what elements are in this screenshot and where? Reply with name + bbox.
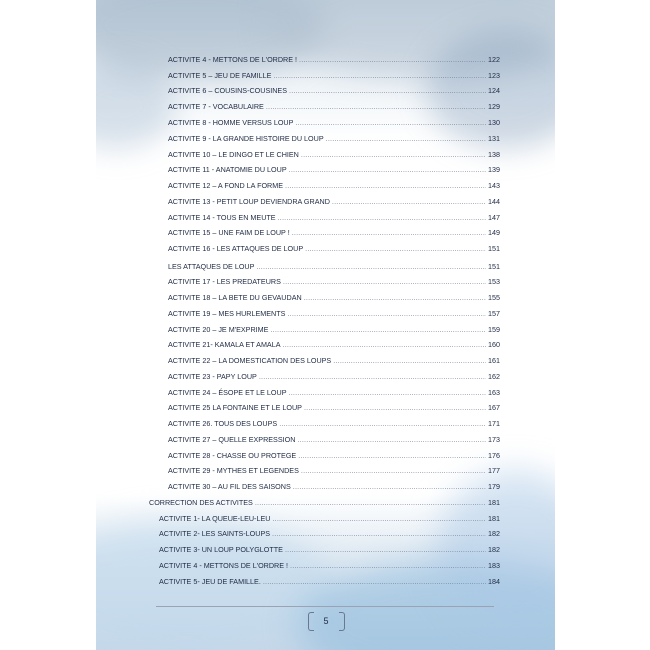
- toc-entry-page: 163: [488, 388, 500, 397]
- toc-entry-page: 122: [488, 55, 500, 64]
- toc-leader-dots: [304, 293, 486, 303]
- toc-entry[interactable]: [168, 55, 500, 65]
- toc-entry-label: ACTIVITE 29 - MYTHES ET LEGENDES: [168, 466, 299, 475]
- toc-leader-dots: [301, 150, 486, 160]
- toc-entry-label: ACTIVITE 17 - LES PREDATEURS: [168, 277, 281, 286]
- toc-leader-dots: [285, 181, 486, 191]
- toc-leader-dots: [289, 86, 486, 96]
- toc-leader-dots: [289, 388, 486, 398]
- toc-leader-dots: [287, 309, 486, 319]
- toc-leader-dots: [292, 228, 486, 238]
- toc-entry-label: ACTIVITE 5- JEU DE FAMILLE.: [159, 577, 261, 586]
- toc-entry-page: 160: [488, 340, 500, 349]
- toc-entry[interactable]: [168, 134, 500, 144]
- toc-entry[interactable]: [168, 165, 500, 175]
- toc-entry-label: CORRECTION DES ACTIVITES: [149, 498, 253, 507]
- toc-entry-page: 130: [488, 118, 500, 127]
- toc-entry-page: 183: [488, 561, 500, 570]
- toc-entry-label: ACTIVITE 26. TOUS DES LOUPS: [168, 419, 278, 428]
- toc-leader-dots: [297, 435, 486, 445]
- toc-entry[interactable]: [168, 356, 500, 366]
- toc-entry-page: 149: [488, 228, 500, 237]
- toc-entry-page: 173: [488, 435, 500, 444]
- toc-entry[interactable]: [159, 561, 500, 571]
- toc-leader-dots: [293, 482, 486, 492]
- toc-entry-page: 159: [488, 325, 500, 334]
- toc-entry[interactable]: [168, 309, 500, 319]
- toc-entry-page: 151: [488, 262, 500, 271]
- toc-entry[interactable]: [168, 262, 500, 272]
- toc-entry[interactable]: [168, 451, 500, 461]
- toc-entry-page: 129: [488, 102, 500, 111]
- toc-entry-label: LES ATTAQUES DE LOUP: [168, 262, 255, 271]
- toc-entry-label: ACTIVITE 19 – MES HURLEMENTS: [168, 309, 286, 318]
- table-of-contents: [96, 0, 555, 650]
- toc-entry-page: 181: [488, 514, 500, 523]
- toc-entry-label: ACTIVITE 1- LA QUEUE-LEU-LEU: [159, 514, 271, 523]
- toc-entry-page: 123: [488, 71, 500, 80]
- toc-leader-dots: [266, 102, 486, 112]
- toc-leader-dots: [285, 545, 486, 555]
- toc-entry-page: 155: [488, 293, 500, 302]
- toc-entry-page: 124: [488, 86, 500, 95]
- document-page: [96, 0, 555, 650]
- toc-leader-dots: [273, 71, 486, 81]
- toc-entry[interactable]: [159, 545, 500, 555]
- toc-entry-label: ACTIVITE 16 - LES ATTAQUES DE LOUP: [168, 244, 304, 253]
- toc-entry[interactable]: [168, 71, 500, 81]
- toc-entry[interactable]: [168, 325, 500, 335]
- toc-entry[interactable]: [168, 419, 500, 429]
- toc-entry-page: 131: [488, 134, 500, 143]
- toc-entry[interactable]: [168, 213, 500, 223]
- toc-entry-label: ACTIVITE 22 – LA DOMESTICATION DES LOUPS: [168, 356, 332, 365]
- toc-entry[interactable]: [168, 435, 500, 445]
- toc-entry[interactable]: [168, 86, 500, 96]
- toc-entry-label: ACTIVITE 11 - ANATOMIE DU LOUP: [168, 165, 287, 174]
- toc-entry-page: 167: [488, 403, 500, 412]
- toc-leader-dots: [301, 466, 486, 476]
- toc-leader-dots: [283, 277, 486, 287]
- toc-leader-dots: [278, 213, 486, 223]
- toc-entry-label: ACTIVITE 27 – QUELLE EXPRESSION: [168, 435, 296, 444]
- toc-entry-label: ACTIVITE 9 - LA GRANDE HISTOIRE DU LOUP: [168, 134, 324, 143]
- toc-leader-dots: [295, 118, 486, 128]
- toc-entry[interactable]: [168, 388, 500, 398]
- toc-entry-label: ACTIVITE 23 - PAPY LOUP: [168, 372, 257, 381]
- toc-entry-page: 184: [488, 577, 500, 586]
- toc-leader-dots: [279, 419, 486, 429]
- toc-leader-dots: [255, 498, 486, 508]
- toc-leader-dots: [298, 451, 486, 461]
- toc-entry[interactable]: [168, 197, 500, 207]
- toc-entry-label: ACTIVITE 5 – JEU DE FAMILLE: [168, 71, 272, 80]
- toc-entry[interactable]: [168, 102, 500, 112]
- toc-entry-label: ACTIVITE 15 – UNE FAIM DE LOUP !: [168, 228, 290, 237]
- toc-entry-label: ACTIVITE 6 – COUSINS-COUSINES: [168, 86, 288, 95]
- toc-leader-dots: [272, 514, 486, 524]
- toc-entry-label: ACTIVITE 2- LES SAINTS-LOUPS: [159, 529, 271, 538]
- toc-entry-page: 151: [488, 244, 500, 253]
- toc-entry[interactable]: [168, 244, 500, 254]
- toc-entry-label: ACTIVITE 3- UN LOUP POLYGLOTTE: [159, 545, 283, 554]
- toc-entry-page: 182: [488, 545, 500, 554]
- toc-leader-dots: [270, 325, 486, 335]
- toc-entry[interactable]: [168, 340, 500, 350]
- toc-entry[interactable]: [168, 293, 500, 303]
- toc-entry-page: 161: [488, 356, 500, 365]
- toc-entry-label: ACTIVITE 13 - PETIT LOUP DEVIENDRA GRAND: [168, 197, 330, 206]
- toc-entry-page: 176: [488, 451, 500, 460]
- toc-entry-page: 177: [488, 466, 500, 475]
- toc-entry-label: ACTIVITE 20 – JE M'EXPRIME: [168, 325, 269, 334]
- toc-entry[interactable]: [168, 403, 500, 413]
- toc-leader-dots: [305, 244, 486, 254]
- toc-leader-dots: [332, 197, 486, 207]
- toc-leader-dots: [256, 262, 486, 272]
- toc-entry-page: 179: [488, 482, 500, 491]
- toc-leader-dots: [289, 165, 486, 175]
- toc-entry[interactable]: [149, 498, 500, 508]
- toc-entry-page: 138: [488, 150, 500, 159]
- toc-entry-label: ACTIVITE 4 - METTONS DE L'ORDRE !: [159, 561, 289, 570]
- toc-leader-dots: [290, 561, 486, 571]
- toc-leader-dots: [304, 403, 486, 413]
- toc-entry-page: 143: [488, 181, 500, 190]
- toc-entry-label: ACTIVITE 24 – ÉSOPE ET LE LOUP: [168, 388, 287, 397]
- toc-entry[interactable]: [168, 482, 500, 492]
- page-number: 5: [323, 616, 329, 626]
- toc-entry-page: 171: [488, 419, 500, 428]
- toc-entry-label: ACTIVITE 4 - METTONS DE L'ORDRE !: [168, 55, 298, 64]
- toc-entry[interactable]: [159, 529, 500, 539]
- toc-entry-label: ACTIVITE 12 – A FOND LA FORME: [168, 181, 284, 190]
- toc-entry[interactable]: [168, 181, 500, 191]
- toc-entry-page: 162: [488, 372, 500, 381]
- toc-entry[interactable]: [159, 514, 500, 524]
- toc-entry[interactable]: [168, 466, 500, 476]
- toc-leader-dots: [272, 529, 486, 539]
- toc-leader-dots: [263, 577, 486, 587]
- toc-leader-dots: [299, 55, 486, 65]
- toc-entry-label: ACTIVITE 18 – LA BETE DU GEVAUDAN: [168, 293, 302, 302]
- toc-entry[interactable]: [168, 372, 500, 382]
- toc-entry-page: 153: [488, 277, 500, 286]
- toc-entry-page: 157: [488, 309, 500, 318]
- toc-entry-label: ACTIVITE 21- KAMALA ET AMALA: [168, 340, 281, 349]
- toc-entry-page: 181: [488, 498, 500, 507]
- toc-entry-label: ACTIVITE 8 - HOMME VERSUS LOUP: [168, 118, 294, 127]
- toc-leader-dots: [259, 372, 486, 382]
- toc-entry-page: 144: [488, 197, 500, 206]
- toc-entry[interactable]: [168, 277, 500, 287]
- toc-leader-dots: [333, 356, 486, 366]
- toc-entry-label: ACTIVITE 10 – LE DINGO ET LE CHIEN: [168, 150, 299, 159]
- toc-entry[interactable]: [168, 228, 500, 238]
- toc-leader-dots: [283, 340, 486, 350]
- toc-entry-label: ACTIVITE 14 - TOUS EN MEUTE: [168, 213, 276, 222]
- toc-entry[interactable]: [159, 577, 500, 587]
- toc-leader-dots: [326, 134, 486, 144]
- toc-entry[interactable]: [168, 150, 500, 160]
- footer-divider: [156, 606, 494, 607]
- toc-entry-label: ACTIVITE 25 LA FONTAINE ET LE LOUP: [168, 403, 302, 412]
- toc-entry-page: 147: [488, 213, 500, 222]
- toc-entry-page: 139: [488, 165, 500, 174]
- toc-entry-label: ACTIVITE 28 - CHASSE OU PROTEGE: [168, 451, 297, 460]
- toc-entry[interactable]: [168, 118, 500, 128]
- toc-entry-label: ACTIVITE 7 - VOCABULAIRE: [168, 102, 264, 111]
- toc-entry-page: 182: [488, 529, 500, 538]
- toc-entry-label: ACTIVITE 30 – AU FIL DES SAISONS: [168, 482, 291, 491]
- page-number-bracket-right: [339, 612, 345, 631]
